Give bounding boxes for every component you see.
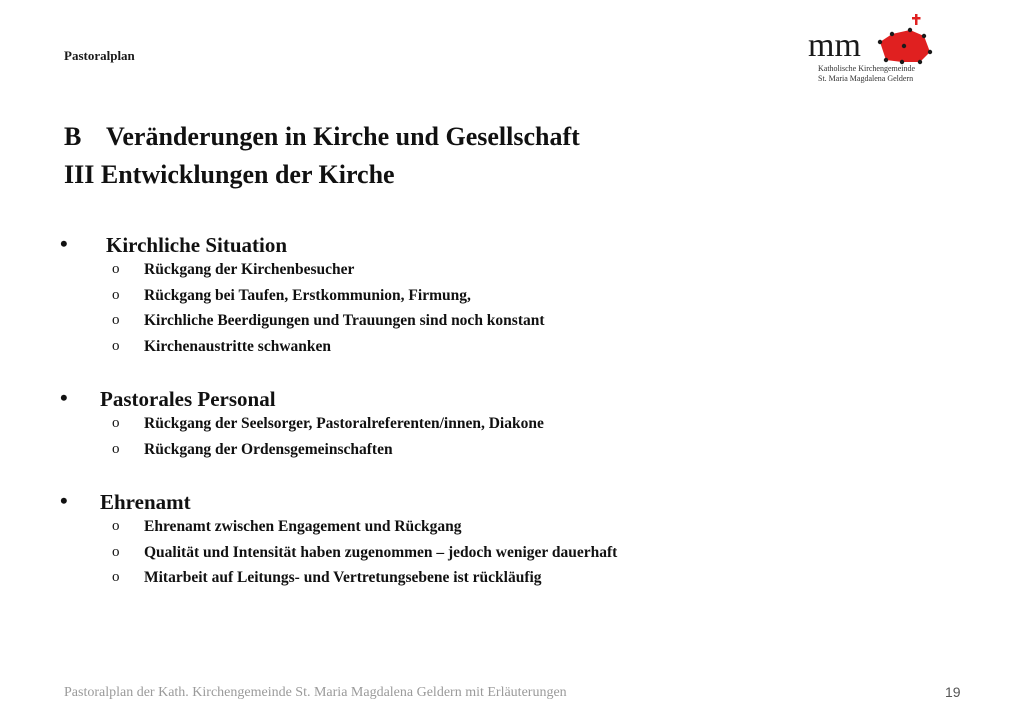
list-item: o Rückgang bei Taufen, Erstkommunion, Firmung, — [112, 286, 471, 304]
section-ehrenamt — [60, 490, 960, 595]
list-item: o Qualität und Intensität haben zugenommen – jedoch weniger dauerhaft — [112, 543, 618, 561]
circle-bullet-icon: o — [112, 440, 120, 457]
slide-title — [64, 118, 580, 194]
circle-bullet-icon: o — [112, 312, 120, 328]
title-line1 — [64, 118, 580, 156]
list-item: o Kirchenaustritte schwanken — [112, 337, 332, 355]
circle-bullet-icon: o — [112, 518, 120, 534]
circle-bullet-icon: o — [112, 415, 120, 431]
parish-logo — [806, 12, 940, 86]
bullet-icon: • — [60, 231, 68, 256]
list-item: o Mitarbeit auf Leitungs- und Vertretungsebene ist rückläufig — [112, 569, 542, 586]
list-item: o Kirchliche Beerdigungen und Trauungen sind noch konstant — [112, 312, 545, 329]
circle-bullet-icon: o — [112, 261, 120, 277]
content-sections — [60, 233, 960, 595]
circle-bullet-icon: o — [112, 286, 120, 303]
bullet-icon: • — [60, 385, 68, 410]
circle-bullet-icon: o — [112, 337, 120, 354]
list-item: o Rückgang der Ordensgemeinschaften — [112, 440, 393, 458]
circle-bullet-icon: o — [112, 569, 120, 585]
section-title: Pastorales Personal — [100, 387, 276, 411]
section-title: Ehrenamt — [100, 490, 191, 514]
list-item: o Ehrenamt zwischen Engagement und Rückgang — [112, 518, 462, 535]
title-line2: III Entwicklungen der Kirche — [64, 160, 395, 189]
section-kirchliche-situation — [60, 233, 960, 387]
header-label: Pastoralplan — [64, 48, 135, 63]
section-pastorales-personal — [60, 387, 960, 490]
title-text: Veränderungen in Kirche und Gesellschaft — [106, 122, 580, 151]
logo-mark-text: mm — [808, 27, 861, 64]
bullet-icon: • — [60, 488, 68, 513]
list-item: o Rückgang der Kirchenbesucher — [112, 261, 355, 278]
title-prefix: B — [64, 122, 82, 151]
section-title: Kirchliche Situation — [106, 233, 288, 257]
circle-bullet-icon: o — [112, 543, 120, 560]
footer-text: Pastoralplan der Kath. Kirchengemeinde St. Maria Magdalena Geldern mit Erläuterungen — [64, 685, 567, 700]
logo-text-line2: St. Maria Magdalena Geldern — [818, 74, 914, 83]
logo-text-line1: Katholische Kirchengemeinde — [818, 64, 916, 73]
list-item: o Rückgang der Seelsorger, Pastoralreferenten/innen, Diakone — [112, 415, 544, 432]
page-number: 19 — [945, 684, 961, 700]
